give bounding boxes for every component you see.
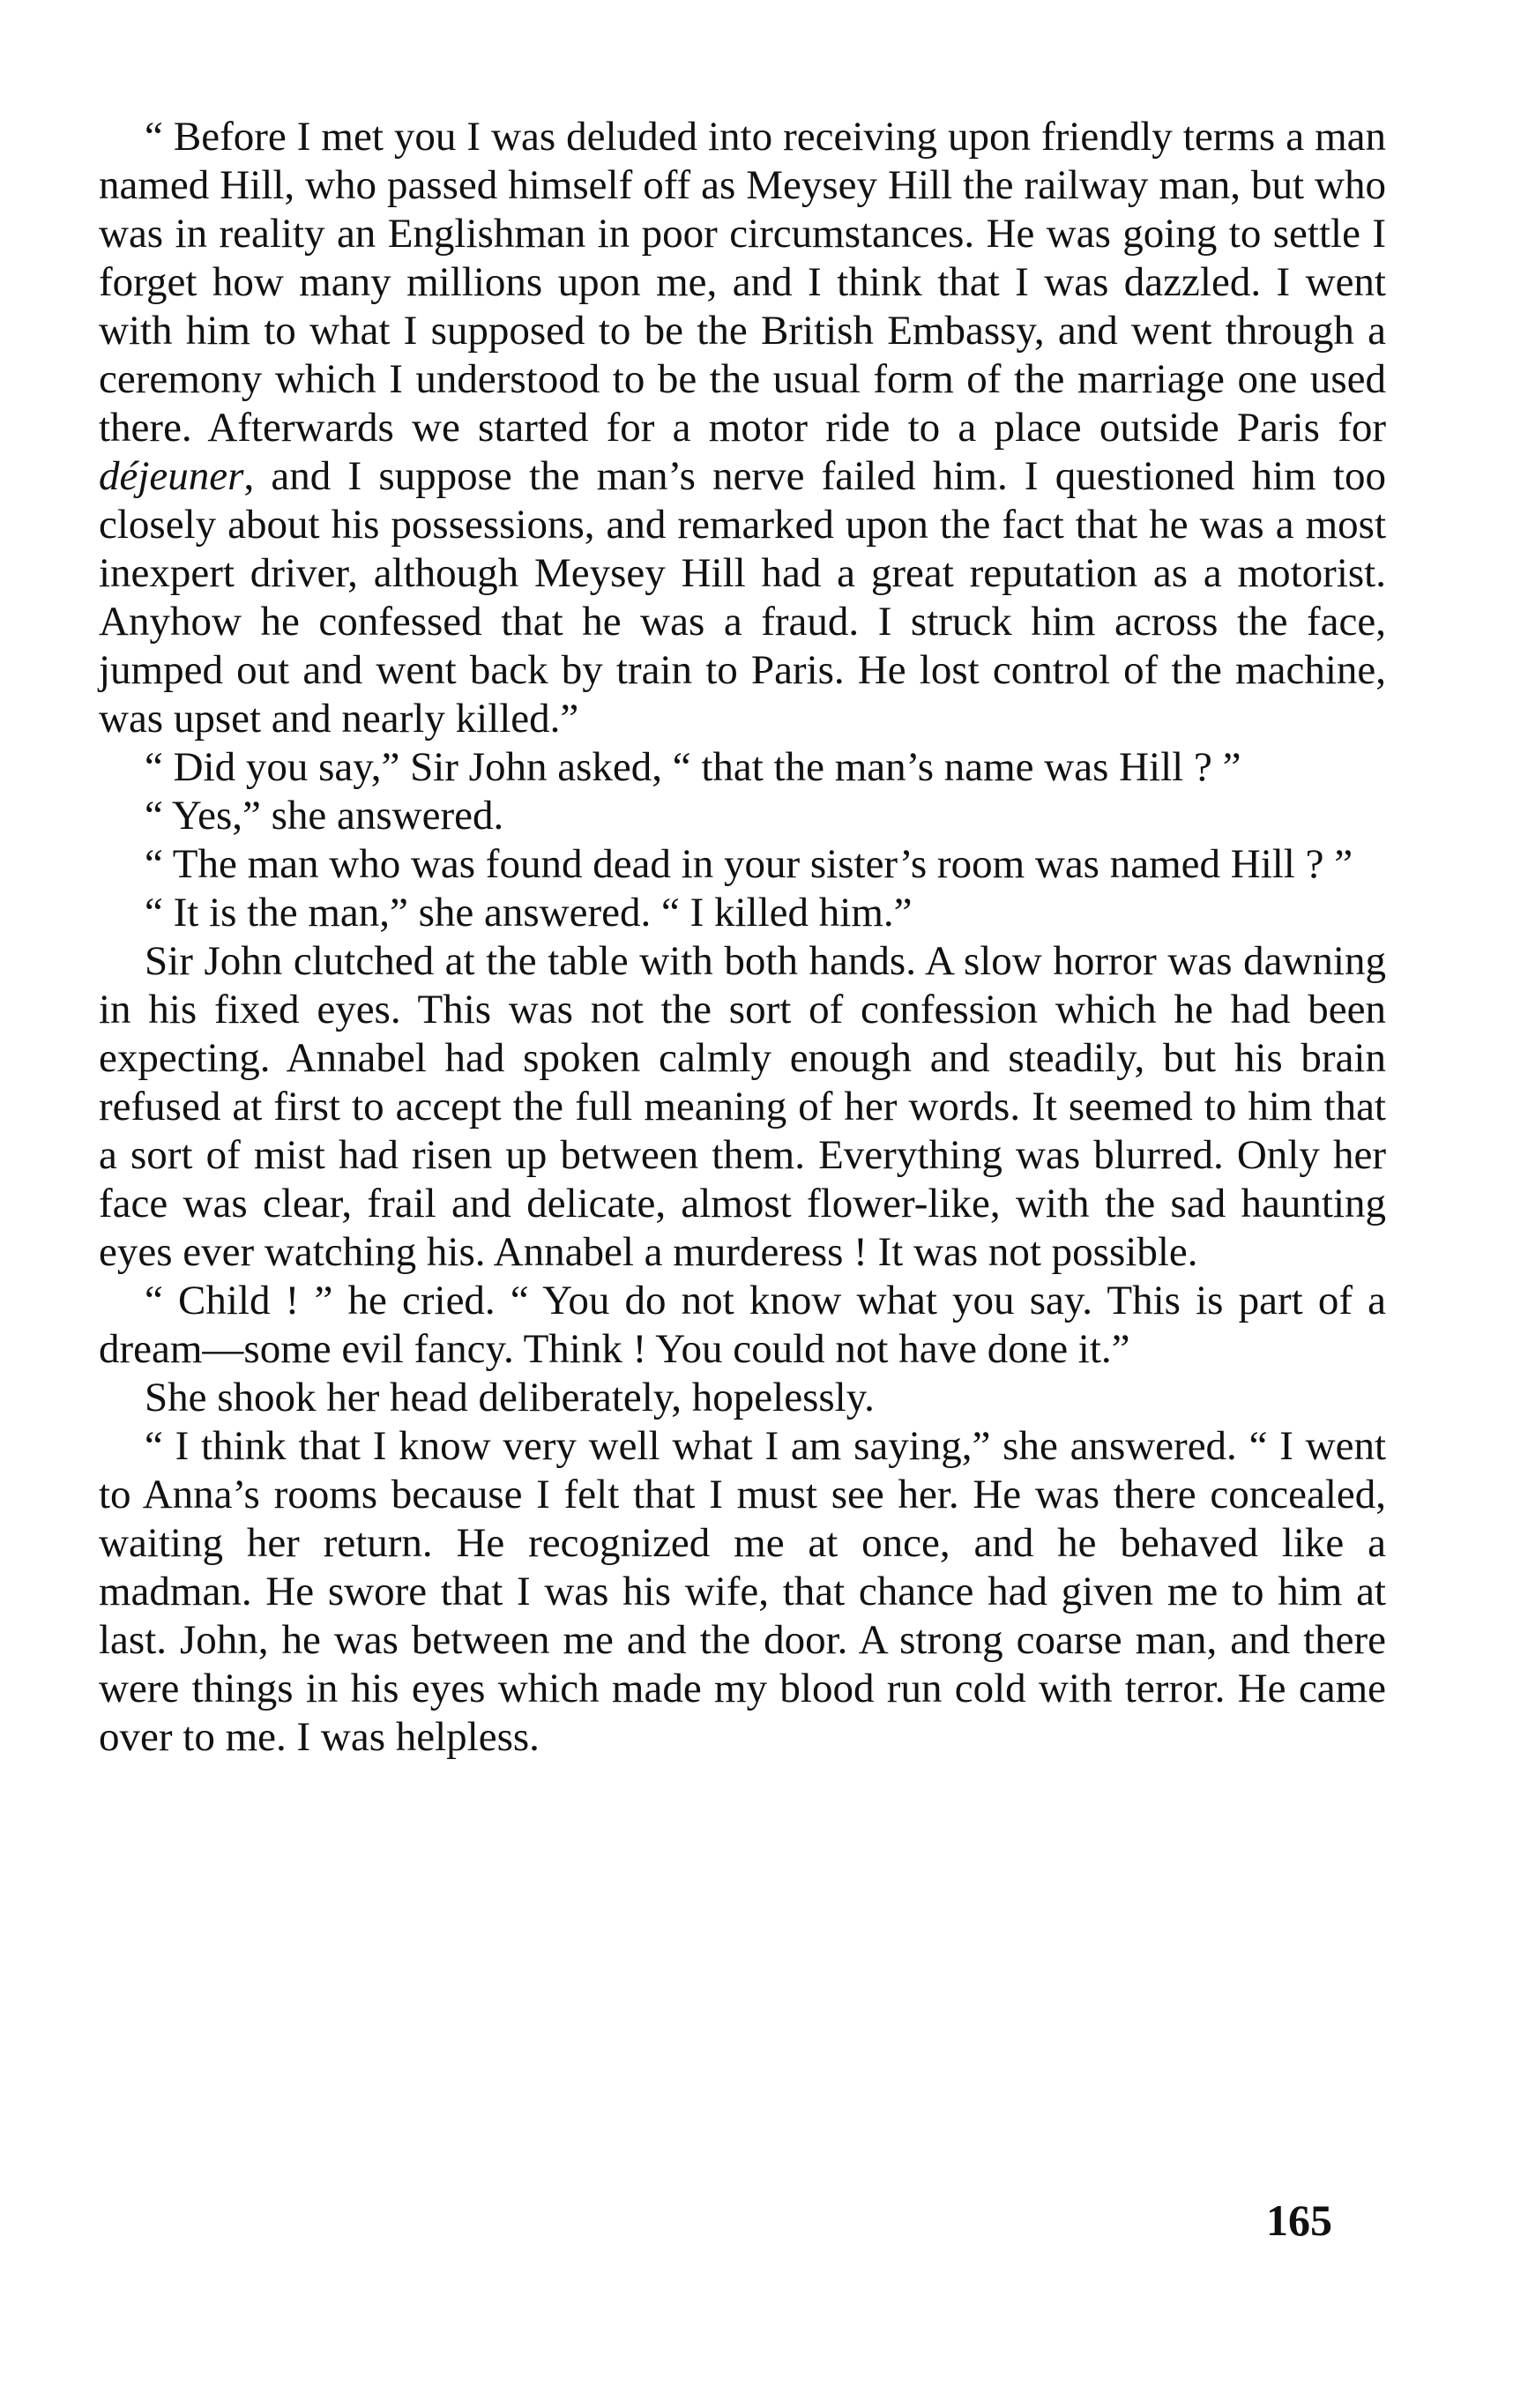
paragraph-7: “ Child ! ” he cried. “ You do not know what you say. This is part of a dream—some evil fancy. Think ! You could not have done it.” (99, 1278, 1386, 1372)
paragraph-2: “ Did you say,” Sir John asked, “ that the man’s name was Hill ? ” (145, 744, 1241, 790)
paragraph-9: “ I think that I know very well what I am saying,” she answered. “ I went to Anna’s rooms because I felt that I must see her. He was there concealed, waiting her return. He recognized me at once, and he behaved like a madman. He swore that I was his wife, that chance had given me to him at last. John, he was between me and the door. A strong coarse man, and there were things in his eyes which made my blood run cold with terror. He came over to me. I was helpless. (99, 1423, 1386, 1760)
paragraph-8: She shook her head deliberately, hopelessly. (145, 1375, 875, 1420)
page-number: 165 (1266, 2196, 1332, 2245)
paragraph-1 (99, 113, 1386, 743)
paragraph-5: “ It is the man,” she answered. “ I killed him.” (145, 890, 913, 936)
paragraph-6: Sir John clutched at the table with both hands. A slow horror was dawning in his fixed eyes. This was not the sort of confession which he had been expecting. Annabel had spoken calmly enough and steadily, but his brain refused at first to accept the full meaning of her words. It seemed to him that a sort of mist had risen up between them. Everything was blurred. Only her face was clear, frail and delicate, almost flower-like, with the sad haunting eyes ever watching his. Annabel a murderess ! It was not possible. (99, 938, 1386, 1275)
paragraph-1-text-before: “ Before I met you I was deluded into receiving upon friendly terms a man named Hill, who passed himself off as Meysey Hill the railway man, but who was in reality an Englishman in poor circumstances. He was going to settle I forget how many millions upon me, and I think that I was dazzled. I went with him to what I supposed to be the British Embassy, and went through a ceremony which I understood to be the usual form of the marriage one used there. Afterwards we started for a motor ride to a place outside Paris for (99, 114, 1386, 451)
paragraph-1-text-after: , and I suppose the man’s nerve failed him. I questioned him too closely about his possessions, and remarked upon the fact that he was a most inexpert driver, although Meysey Hill had a great reputation as a motorist. Anyhow he confessed that he was a fraud. I struck him across the face, jumped out and went back by train to Paris. He lost control of the machine, was upset and nearly killed.” (99, 453, 1386, 742)
paragraph-3: “ Yes,” she answered. (145, 793, 504, 839)
paragraph-1-italic-word: déjeuner (99, 453, 244, 499)
body-text (99, 113, 1386, 1762)
paragraph-4: “ The man who was found dead in your sister’s room was named Hill ? ” (145, 841, 1353, 887)
